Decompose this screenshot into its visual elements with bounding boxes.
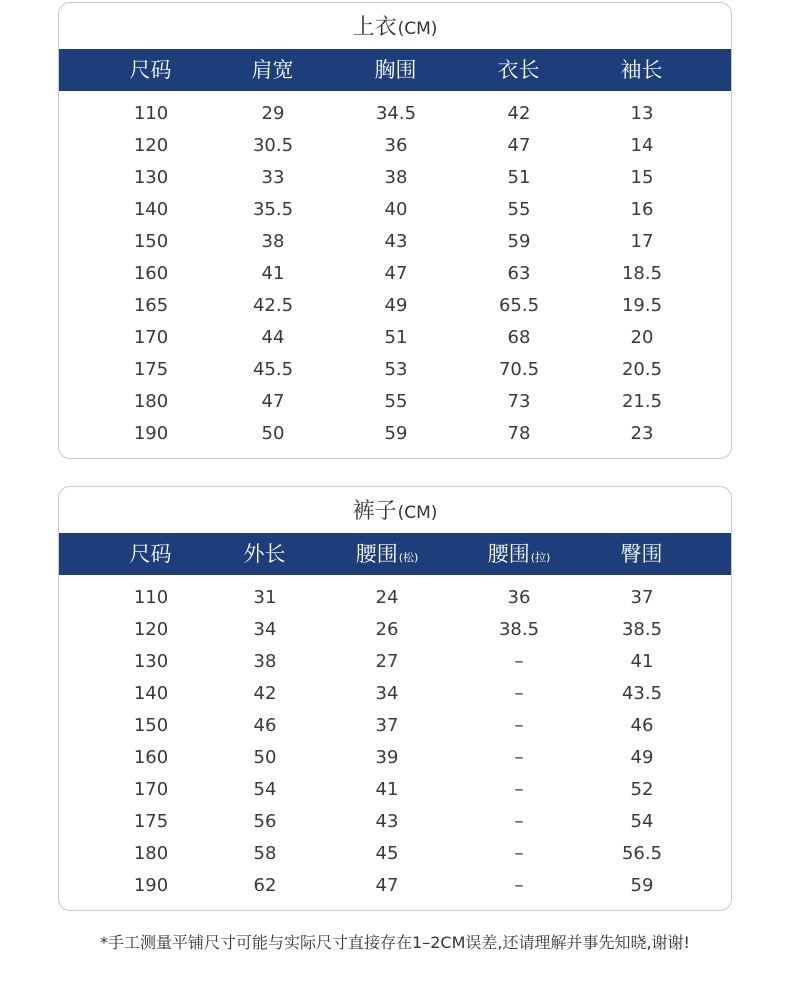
- table-cell: 46: [630, 715, 654, 736]
- table-cell: 26: [375, 619, 399, 640]
- table-cell: 43: [375, 811, 399, 832]
- table-cell: –: [514, 683, 524, 704]
- table-cell: 150: [133, 231, 169, 252]
- table-cell: –: [514, 811, 524, 832]
- table-title-unit: (CM): [397, 503, 438, 523]
- column-header: [621, 533, 664, 575]
- table-cell: 160: [133, 263, 169, 284]
- table-cell: 59: [630, 875, 654, 896]
- table-cell: 190: [133, 423, 169, 444]
- table-title-unit: (CM): [397, 19, 438, 39]
- column-header: [130, 533, 173, 575]
- column-header-label: 尺码: [129, 542, 172, 566]
- table-cell: 35.5: [252, 199, 294, 220]
- table-row: [59, 614, 731, 646]
- column-header: [252, 49, 295, 91]
- table-cell: –: [514, 747, 524, 768]
- table-cell: 52: [630, 779, 654, 800]
- table-cell: 43.5: [621, 683, 663, 704]
- table-cell: 45.5: [252, 359, 294, 380]
- table-cell: 110: [133, 103, 169, 124]
- table-cell: 46: [253, 715, 277, 736]
- table-cell: 130: [133, 167, 169, 188]
- column-header: [488, 533, 551, 575]
- table-row: [59, 258, 731, 290]
- table-cell: 70.5: [498, 359, 540, 380]
- table-cell: 190: [133, 875, 169, 896]
- table-cell: 31: [253, 587, 277, 608]
- table-cell: 37: [375, 715, 399, 736]
- table-cell: 21.5: [621, 391, 663, 412]
- table-cell: 49: [630, 747, 654, 768]
- table-cell: 180: [133, 391, 169, 412]
- table-cell: 34.5: [375, 103, 417, 124]
- table-cell: 38.5: [498, 619, 540, 640]
- table-cell: 37: [630, 587, 654, 608]
- table-cell: 39: [375, 747, 399, 768]
- table-cell: 20.5: [621, 359, 663, 380]
- table-cell: 68: [507, 327, 531, 348]
- table-header: [59, 49, 731, 91]
- table-cell: 33: [261, 167, 285, 188]
- table-cell: 54: [630, 811, 654, 832]
- column-header: [375, 49, 418, 91]
- table-cell: 50: [261, 423, 285, 444]
- table-row: [59, 870, 731, 902]
- top-size-table: [58, 2, 732, 459]
- table-cell: 59: [384, 423, 408, 444]
- table-cell: 19.5: [621, 295, 663, 316]
- column-header-label: 袖长: [620, 58, 663, 82]
- table-row: [59, 354, 731, 386]
- table-cell: 47: [384, 263, 408, 284]
- table-title-text: 裤子: [352, 499, 397, 524]
- table-cell: 53: [384, 359, 408, 380]
- table-cell: 41: [261, 263, 285, 284]
- column-header: [130, 49, 173, 91]
- table-cell: 14: [630, 135, 654, 156]
- column-header-label: 腰围: [355, 542, 398, 566]
- table-row: [59, 386, 731, 418]
- table-row: [59, 710, 731, 742]
- table-cell: 27: [375, 651, 399, 672]
- table-cell: 55: [384, 391, 408, 412]
- table-cell: 110: [133, 587, 169, 608]
- table-cell: 120: [133, 135, 169, 156]
- column-header: [621, 49, 664, 91]
- table-cell: 42: [507, 103, 531, 124]
- column-header-label: 臀围: [620, 542, 663, 566]
- table-title: [59, 3, 731, 49]
- table-cell: –: [514, 779, 524, 800]
- table-cell: –: [514, 715, 524, 736]
- column-header-sub: (拉): [530, 551, 551, 564]
- table-body: [59, 91, 731, 450]
- table-cell: 40: [384, 199, 408, 220]
- table-row: [59, 838, 731, 870]
- table-cell: 36: [507, 587, 531, 608]
- table-row: [59, 98, 731, 130]
- table-cell: 43: [384, 231, 408, 252]
- table-row: [59, 162, 731, 194]
- table-cell: 47: [507, 135, 531, 156]
- table-row: [59, 806, 731, 838]
- table-cell: 55: [507, 199, 531, 220]
- table-cell: 44: [261, 327, 285, 348]
- table-cell: 13: [630, 103, 654, 124]
- table-cell: 38: [261, 231, 285, 252]
- table-cell: –: [514, 843, 524, 864]
- table-cell: 130: [133, 651, 169, 672]
- table-cell: 170: [133, 779, 169, 800]
- table-row: [59, 582, 731, 614]
- table-cell: 23: [630, 423, 654, 444]
- table-cell: 42: [253, 683, 277, 704]
- column-header-label: 外长: [243, 542, 286, 566]
- table-cell: 42.5: [252, 295, 294, 316]
- table-body: [59, 575, 731, 902]
- table-cell: –: [514, 875, 524, 896]
- table-cell: –: [514, 651, 524, 672]
- table-cell: 30.5: [252, 135, 294, 156]
- table-cell: 51: [384, 327, 408, 348]
- table-row: [59, 194, 731, 226]
- column-header-label: 尺码: [129, 58, 172, 82]
- table-cell: 51: [507, 167, 531, 188]
- table-cell: 58: [253, 843, 277, 864]
- table-cell: 47: [261, 391, 285, 412]
- table-cell: 120: [133, 619, 169, 640]
- table-cell: 59: [507, 231, 531, 252]
- table-cell: 160: [133, 747, 169, 768]
- table-cell: 140: [133, 683, 169, 704]
- table-cell: 54: [253, 779, 277, 800]
- table-cell: 47: [375, 875, 399, 896]
- table-row: [59, 130, 731, 162]
- table-cell: 38: [253, 651, 277, 672]
- column-header: [356, 533, 419, 575]
- column-header-label: 肩宽: [251, 58, 294, 82]
- table-row: [59, 226, 731, 258]
- measurement-footnote: *手工测量平铺尺寸可能与实际尺寸直接存在1–2CM误差,还请理解并事先知晓,谢谢!: [100, 933, 690, 952]
- table-cell: 50: [253, 747, 277, 768]
- table-row: [59, 742, 731, 774]
- table-title: [59, 487, 731, 533]
- table-cell: 175: [133, 811, 169, 832]
- table-cell: 38.5: [621, 619, 663, 640]
- table-cell: 41: [375, 779, 399, 800]
- table-cell: 180: [133, 843, 169, 864]
- table-cell: 16: [630, 199, 654, 220]
- table-row: [59, 646, 731, 678]
- table-cell: 36: [384, 135, 408, 156]
- table-cell: 24: [375, 587, 399, 608]
- table-cell: 49: [384, 295, 408, 316]
- table-row: [59, 290, 731, 322]
- table-header: [59, 533, 731, 575]
- table-cell: 18.5: [621, 263, 663, 284]
- table-cell: 41: [630, 651, 654, 672]
- table-cell: 170: [133, 327, 169, 348]
- column-header-label: 腰围: [487, 542, 530, 566]
- table-row: [59, 678, 731, 710]
- table-cell: 17: [630, 231, 654, 252]
- column-header: [244, 533, 287, 575]
- table-cell: 140: [133, 199, 169, 220]
- table-cell: 38: [384, 167, 408, 188]
- table-cell: 34: [375, 683, 399, 704]
- table-row: [59, 418, 731, 450]
- table-row: [59, 774, 731, 806]
- table-cell: 62: [253, 875, 277, 896]
- table-title-text: 上衣: [352, 15, 397, 40]
- column-header-sub: (松): [398, 551, 419, 564]
- column-header-label: 衣长: [497, 58, 540, 82]
- table-cell: 78: [507, 423, 531, 444]
- table-cell: 150: [133, 715, 169, 736]
- table-cell: 20: [630, 327, 654, 348]
- table-cell: 175: [133, 359, 169, 380]
- column-header: [498, 49, 541, 91]
- table-cell: 29: [261, 103, 285, 124]
- table-row: [59, 322, 731, 354]
- table-cell: 34: [253, 619, 277, 640]
- table-cell: 73: [507, 391, 531, 412]
- table-cell: 15: [630, 167, 654, 188]
- table-cell: 165: [133, 295, 169, 316]
- table-cell: 65.5: [498, 295, 540, 316]
- bottom-size-table: [58, 486, 732, 911]
- table-cell: 56.5: [621, 843, 663, 864]
- table-cell: 63: [507, 263, 531, 284]
- table-cell: 45: [375, 843, 399, 864]
- column-header-label: 胸围: [374, 58, 417, 82]
- table-cell: 56: [253, 811, 277, 832]
